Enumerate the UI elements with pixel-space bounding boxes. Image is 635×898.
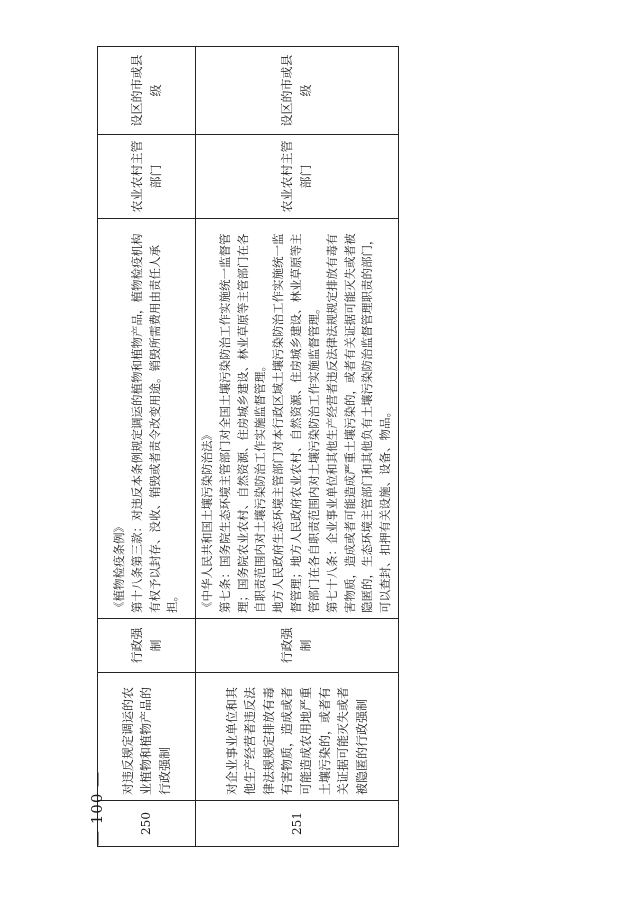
basis-law-title: 《植物检疫条例》 bbox=[111, 521, 126, 613]
basis-article: 第七条：国务院生态环境主管部门对全国土壤污染防治工作实施统一监督管理；国务院农业农村、自然资源、住房城乡建设、林业草原等主管部门在各自职责范围内对土壤污染防治工作实施监督管理。 bbox=[217, 233, 268, 613]
item-type: 行政强制 bbox=[196, 619, 399, 673]
rotated-table-container bbox=[97, 47, 393, 847]
page-number: — 100 — bbox=[88, 770, 106, 846]
legal-basis bbox=[98, 219, 196, 619]
responsible-dept: 农业农村主管部门 bbox=[196, 135, 399, 219]
basis-law-title: 《中华人民共和国土壤污染防治法》 bbox=[200, 429, 214, 613]
item-name-text: 对企业事业单位和其他生产经营者违反法律法规规定排放有毒有害物质，造成或者可能造成农用地严重土壤污染的，或者有关证据可能灭失或者被隐匿的行政强制 bbox=[224, 686, 369, 795]
item-name bbox=[196, 673, 399, 801]
responsible-dept: 农业农村主管部门 bbox=[98, 135, 196, 219]
administrative-items-table bbox=[97, 46, 399, 847]
row-number: 250 bbox=[98, 801, 196, 847]
exercise-level: 设区的市或县级 bbox=[98, 47, 196, 135]
table-row bbox=[196, 47, 399, 847]
basis-article: 地方人民政府生态环境主管部门对本行政区域土壤污染防治工作实施统一监督管理；地方人民政府农业农村、自然资源、住房城乡建设、林业草原等主管部门在各自职责范围内对土壤污染防治工作实施监督管理。 bbox=[271, 233, 321, 613]
item-name bbox=[98, 673, 196, 801]
item-name-text: 对违反规定调运的农业植物和植物产品的行政强制 bbox=[120, 686, 172, 795]
exercise-level: 设区的市或县级 bbox=[196, 47, 399, 135]
table-row bbox=[98, 47, 196, 847]
row-number: 251 bbox=[196, 801, 399, 847]
basis-article: 第十八条第三款：对违反本条例规定调运的植物和植物产品，植物检疫机构有权予以封存、没收、销毁或者责令改变用途。销毁所需费用由责任人承担。 bbox=[129, 233, 180, 613]
legal-basis bbox=[196, 219, 399, 619]
item-type: 行政强制 bbox=[98, 619, 196, 673]
basis-article: 第七十八条：企业事业单位和其他生产经营者违反法律法规规定排放有毒有害物质，造成或者可能造成严重土壤污染的，或者有关证据可能灭失或者被隐匿的，生态环境主管部门和其他负有土壤污染防治监督管理职责的部门，可以查封、扣押有关设施、设备、物品。 bbox=[324, 233, 393, 613]
